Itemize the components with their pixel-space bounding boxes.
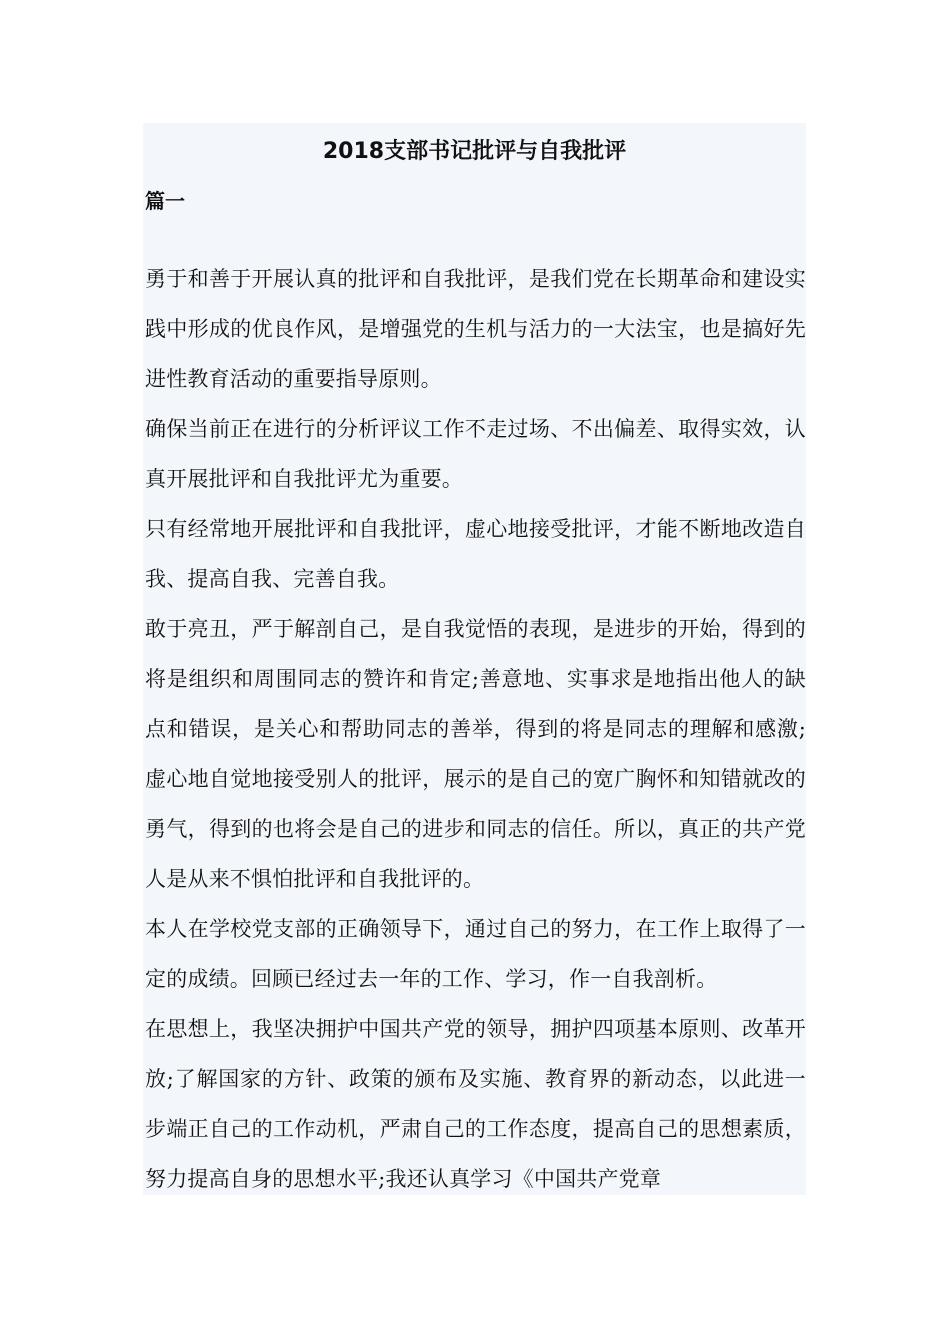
paragraph: 在思想上，我坚决拥护中国共产党的领导，拥护四项基本原则、改革开放;了解国家的方针、政策的颁布及实施、教育界的新动态，以此进一步端正自己的工作动机，严肃自己的工作态度，提高自己的思想素质，努力提高自身的思想水平;我还认真学习《中国共产党章 xyxy=(145,1017,806,1191)
paragraph: 敢于亮丑，严于解剖自己，是自我觉悟的表现，是进步的开始，得到的将是组织和周围同志的赞许和肯定;善意地、实事求是地指出他人的缺点和错误，是关心和帮助同志的善举，得到的将是同志的理解和感激;虚心地自觉地接受别人的批评，展示的是自己的宽广胸怀和知错就改的勇气，得到的也将会是自己的进步和同志的信任。所以，真正的共产党人是从来不惧怕批评和自我批评的。 xyxy=(145,617,806,891)
paragraph: 勇于和善于开展认真的批评和自我批评，是我们党在长期革命和建设实践中形成的优良作风，是增强党的生机与活力的一大法宝，也是搞好先进性教育活动的重要指导原则。 xyxy=(145,267,806,391)
paragraph: 确保当前正在进行的分析评议工作不走过场、不出偏差、取得实效，认真开展批评和自我批评尤为重要。 xyxy=(145,417,806,491)
document-title: 2018支部书记批评与自我批评 xyxy=(322,139,627,164)
section-heading: 篇一 xyxy=(145,189,185,213)
document-page xyxy=(143,123,806,1195)
document-body xyxy=(145,254,806,1195)
paragraph: 本人在学校党支部的正确领导下，通过自己的努力，在工作上取得了一定的成绩。回顾已经过去一年的工作、学习，作一自我剖析。 xyxy=(145,917,806,991)
paragraph: 只有经常地开展批评和自我批评，虚心地接受批评，才能不断地改造自我、提高自我、完善自我。 xyxy=(145,517,806,591)
